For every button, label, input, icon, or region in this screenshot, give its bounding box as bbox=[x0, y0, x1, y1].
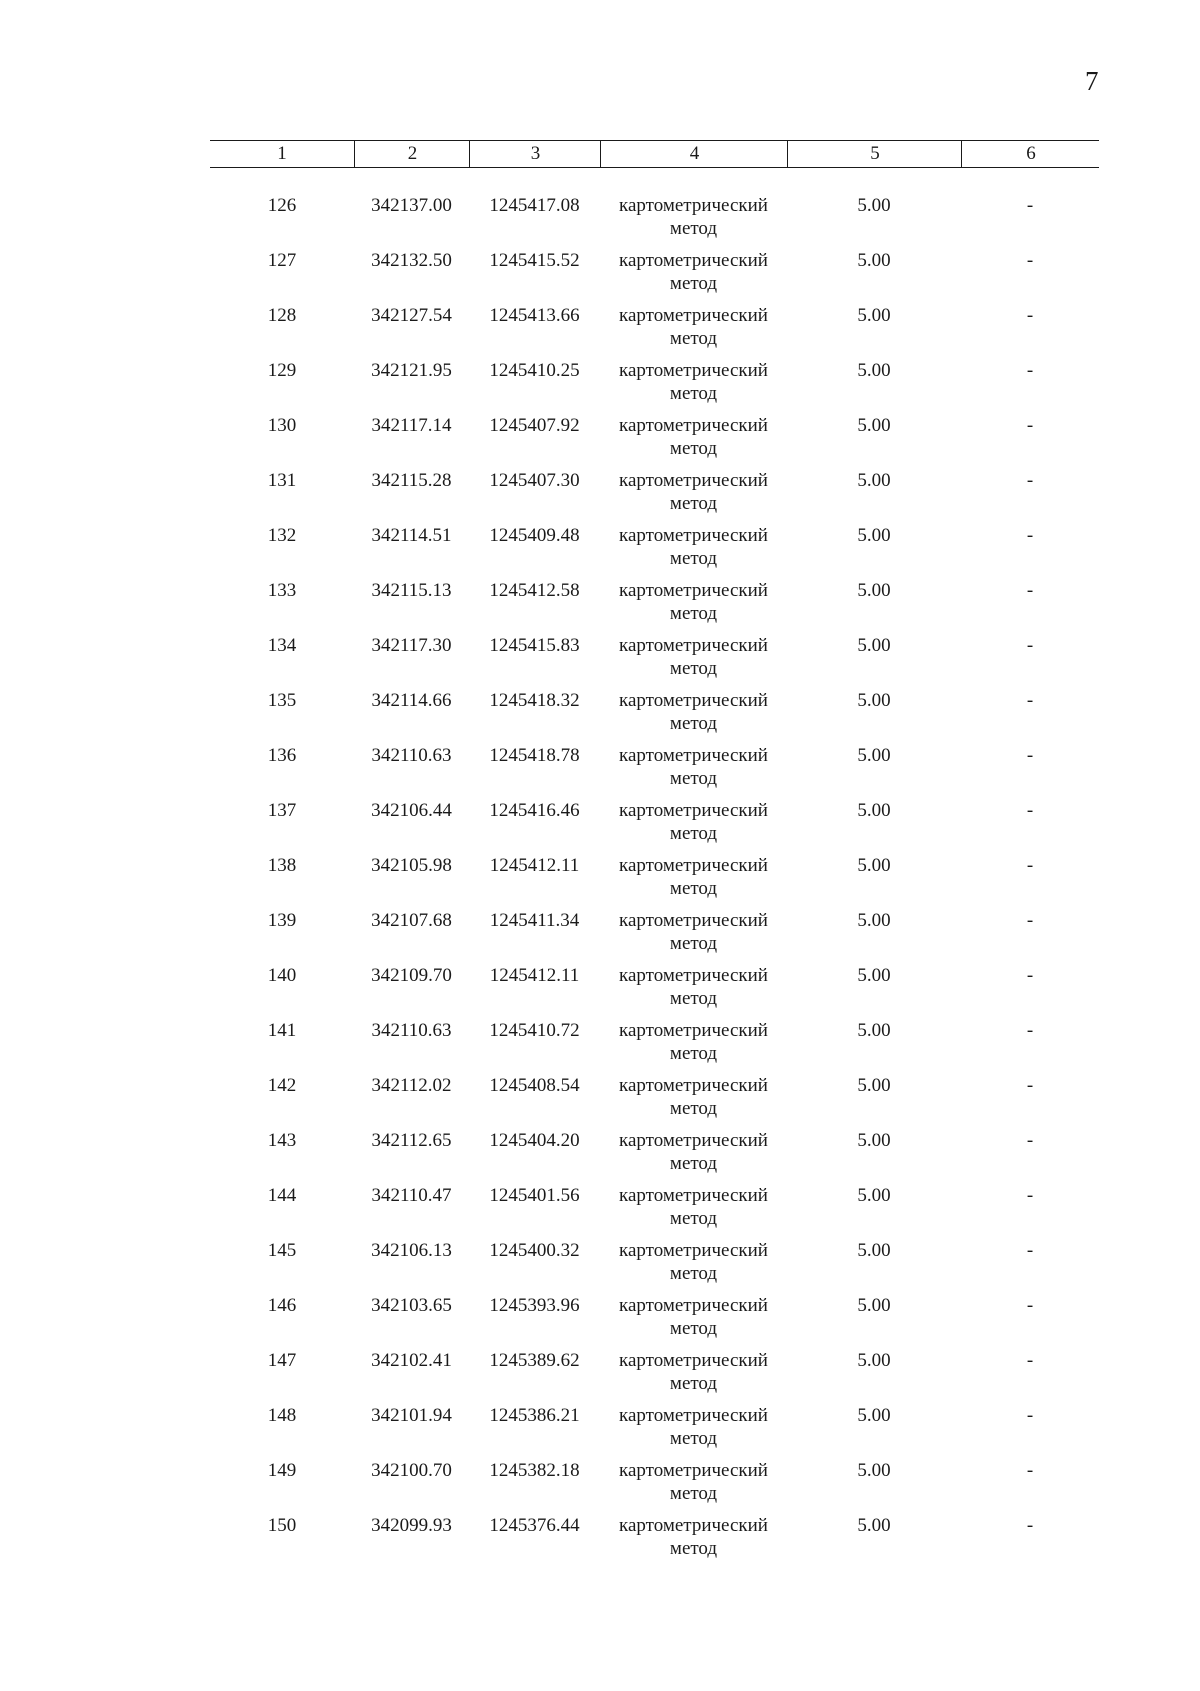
y-coordinate: 1245410.72 bbox=[489, 1020, 580, 1041]
x-coordinate: 342107.68 bbox=[371, 910, 452, 931]
table-row bbox=[210, 744, 1099, 799]
x-coordinate: 342115.28 bbox=[371, 470, 452, 491]
x-coordinate: 342105.98 bbox=[371, 855, 452, 876]
x-coordinate: 342110.47 bbox=[371, 1185, 452, 1206]
accuracy-value: 5.00 bbox=[857, 635, 891, 656]
y-coordinate: 1245412.11 bbox=[489, 965, 580, 986]
method-line-1: картометрический bbox=[619, 305, 768, 326]
table-row bbox=[210, 1184, 1099, 1239]
method-line-2: метод bbox=[669, 658, 718, 679]
table-row bbox=[210, 1129, 1099, 1184]
description-value: - bbox=[1026, 1515, 1034, 1536]
determination-method bbox=[600, 1019, 787, 1065]
description-value: - bbox=[1026, 305, 1034, 326]
y-coordinate: 1245401.56 bbox=[489, 1185, 580, 1206]
table-row bbox=[210, 194, 1099, 249]
accuracy-value: 5.00 bbox=[857, 910, 891, 931]
determination-method bbox=[600, 249, 787, 295]
y-coordinate: 1245410.25 bbox=[489, 360, 580, 381]
table-row bbox=[210, 1294, 1099, 1349]
method-line-2: метод bbox=[669, 383, 718, 404]
x-coordinate: 342101.94 bbox=[371, 1405, 452, 1426]
accuracy-value: 5.00 bbox=[857, 415, 891, 436]
y-coordinate: 1245418.78 bbox=[489, 745, 580, 766]
point-number: 144 bbox=[267, 1185, 297, 1206]
y-coordinate: 1245407.30 bbox=[489, 470, 580, 491]
point-number: 129 bbox=[267, 360, 297, 381]
header-col-6: 6 bbox=[961, 141, 1100, 167]
point-number: 143 bbox=[267, 1130, 297, 1151]
description-value: - bbox=[1026, 1020, 1034, 1041]
header-col-5: 5 bbox=[787, 141, 962, 167]
point-number: 133 bbox=[267, 580, 297, 601]
table-row bbox=[210, 524, 1099, 579]
y-coordinate: 1245389.62 bbox=[489, 1350, 580, 1371]
x-coordinate: 342114.66 bbox=[371, 690, 452, 711]
method-line-2: метод bbox=[669, 1428, 718, 1449]
method-line-2: метод bbox=[669, 713, 718, 734]
y-coordinate: 1245376.44 bbox=[489, 1515, 580, 1536]
description-value: - bbox=[1026, 1240, 1034, 1261]
determination-method bbox=[600, 689, 787, 735]
description-value: - bbox=[1026, 1350, 1034, 1371]
table-row bbox=[210, 854, 1099, 909]
method-line-1: картометрический bbox=[619, 1020, 768, 1041]
y-coordinate: 1245415.83 bbox=[489, 635, 580, 656]
point-number: 139 bbox=[267, 910, 297, 931]
y-coordinate: 1245412.58 bbox=[489, 580, 580, 601]
table-row bbox=[210, 964, 1099, 1019]
point-number: 147 bbox=[267, 1350, 297, 1371]
table-row bbox=[210, 359, 1099, 414]
method-line-2: метод bbox=[669, 1153, 718, 1174]
accuracy-value: 5.00 bbox=[857, 470, 891, 491]
determination-method bbox=[600, 1294, 787, 1340]
description-value: - bbox=[1026, 415, 1034, 436]
method-line-1: картометрический bbox=[619, 415, 768, 436]
header-col-4: 4 bbox=[600, 141, 788, 167]
method-line-2: метод bbox=[669, 273, 718, 294]
point-number: 138 bbox=[267, 855, 297, 876]
table-row bbox=[210, 1404, 1099, 1459]
description-value: - bbox=[1026, 1075, 1034, 1096]
method-line-2: метод bbox=[669, 218, 718, 239]
table-row bbox=[210, 799, 1099, 854]
x-coordinate: 342106.13 bbox=[371, 1240, 452, 1261]
accuracy-value: 5.00 bbox=[857, 745, 891, 766]
point-number: 126 bbox=[267, 195, 297, 216]
method-line-2: метод bbox=[669, 768, 718, 789]
x-coordinate: 342132.50 bbox=[371, 250, 452, 271]
accuracy-value: 5.00 bbox=[857, 525, 891, 546]
table-row bbox=[210, 414, 1099, 469]
accuracy-value: 5.00 bbox=[857, 305, 891, 326]
x-coordinate: 342109.70 bbox=[371, 965, 452, 986]
accuracy-value: 5.00 bbox=[857, 690, 891, 711]
accuracy-value: 5.00 bbox=[857, 1020, 891, 1041]
x-coordinate: 342114.51 bbox=[371, 525, 452, 546]
description-value: - bbox=[1026, 1405, 1034, 1426]
table-row bbox=[210, 634, 1099, 689]
description-value: - bbox=[1026, 580, 1034, 601]
y-coordinate: 1245412.11 bbox=[489, 855, 580, 876]
determination-method bbox=[600, 194, 787, 240]
determination-method bbox=[600, 359, 787, 405]
table-row bbox=[210, 249, 1099, 304]
determination-method bbox=[600, 744, 787, 790]
header-col-3: 3 bbox=[469, 141, 601, 167]
method-line-2: метод bbox=[669, 1373, 718, 1394]
determination-method bbox=[600, 524, 787, 570]
method-line-1: картометрический bbox=[619, 580, 768, 601]
method-line-1: картометрический bbox=[619, 745, 768, 766]
method-line-2: метод bbox=[669, 1098, 718, 1119]
accuracy-value: 5.00 bbox=[857, 1350, 891, 1371]
point-number: 150 bbox=[267, 1515, 297, 1536]
determination-method bbox=[600, 1184, 787, 1230]
table-row bbox=[210, 689, 1099, 744]
method-line-1: картометрический bbox=[619, 965, 768, 986]
accuracy-value: 5.00 bbox=[857, 580, 891, 601]
determination-method bbox=[600, 304, 787, 350]
accuracy-value: 5.00 bbox=[857, 1075, 891, 1096]
table-body bbox=[210, 194, 1099, 1569]
determination-method bbox=[600, 1404, 787, 1450]
y-coordinate: 1245415.52 bbox=[489, 250, 580, 271]
method-line-2: метод bbox=[669, 1263, 718, 1284]
x-coordinate: 342106.44 bbox=[371, 800, 452, 821]
method-line-2: метод bbox=[669, 1043, 718, 1064]
accuracy-value: 5.00 bbox=[857, 360, 891, 381]
table-row bbox=[210, 1514, 1099, 1569]
point-number: 146 bbox=[267, 1295, 297, 1316]
description-value: - bbox=[1026, 965, 1034, 986]
method-line-1: картометрический bbox=[619, 1460, 768, 1481]
y-coordinate: 1245404.20 bbox=[489, 1130, 580, 1151]
determination-method bbox=[600, 469, 787, 515]
point-number: 140 bbox=[267, 965, 297, 986]
x-coordinate: 342137.00 bbox=[371, 195, 452, 216]
determination-method bbox=[600, 1459, 787, 1505]
point-number: 131 bbox=[267, 470, 297, 491]
y-coordinate: 1245409.48 bbox=[489, 525, 580, 546]
y-coordinate: 1245417.08 bbox=[489, 195, 580, 216]
description-value: - bbox=[1026, 800, 1034, 821]
description-value: - bbox=[1026, 195, 1034, 216]
point-number: 142 bbox=[267, 1075, 297, 1096]
header-col-1: 1 bbox=[277, 143, 287, 164]
method-line-2: метод bbox=[669, 933, 718, 954]
method-line-1: картометрический bbox=[619, 910, 768, 931]
method-line-2: метод bbox=[669, 1483, 718, 1504]
method-line-2: метод bbox=[669, 1318, 718, 1339]
determination-method bbox=[600, 799, 787, 845]
point-number: 130 bbox=[267, 415, 297, 436]
description-value: - bbox=[1026, 1295, 1034, 1316]
y-coordinate: 1245393.96 bbox=[489, 1295, 580, 1316]
y-coordinate: 1245411.34 bbox=[489, 910, 580, 931]
x-coordinate: 342112.65 bbox=[371, 1130, 452, 1151]
determination-method bbox=[600, 1514, 787, 1560]
method-line-1: картометрический bbox=[619, 1075, 768, 1096]
description-value: - bbox=[1026, 1130, 1034, 1151]
point-number: 128 bbox=[267, 305, 297, 326]
description-value: - bbox=[1026, 1185, 1034, 1206]
determination-method bbox=[600, 1129, 787, 1175]
description-value: - bbox=[1026, 250, 1034, 271]
method-line-2: метод bbox=[669, 1538, 718, 1559]
method-line-2: метод bbox=[669, 1208, 718, 1229]
method-line-2: метод bbox=[669, 878, 718, 899]
accuracy-value: 5.00 bbox=[857, 855, 891, 876]
table-row bbox=[210, 1239, 1099, 1294]
accuracy-value: 5.00 bbox=[857, 1405, 891, 1426]
table-row bbox=[210, 304, 1099, 359]
point-number: 137 bbox=[267, 800, 297, 821]
determination-method bbox=[600, 964, 787, 1010]
description-value: - bbox=[1026, 470, 1034, 491]
point-number: 132 bbox=[267, 525, 297, 546]
method-line-1: картометрический bbox=[619, 800, 768, 821]
accuracy-value: 5.00 bbox=[857, 250, 891, 271]
determination-method bbox=[600, 579, 787, 625]
method-line-1: картометрический bbox=[619, 1350, 768, 1371]
method-line-1: картометрический bbox=[619, 195, 768, 216]
table-row bbox=[210, 1459, 1099, 1514]
determination-method bbox=[600, 414, 787, 460]
point-number: 141 bbox=[267, 1020, 297, 1041]
point-number: 145 bbox=[267, 1240, 297, 1261]
method-line-1: картометрический bbox=[619, 1240, 768, 1261]
determination-method bbox=[600, 909, 787, 955]
method-line-2: метод bbox=[669, 438, 718, 459]
method-line-1: картометрический bbox=[619, 690, 768, 711]
y-coordinate: 1245408.54 bbox=[489, 1075, 580, 1096]
x-coordinate: 342103.65 bbox=[371, 1295, 452, 1316]
method-line-1: картометрический bbox=[619, 470, 768, 491]
method-line-2: метод bbox=[669, 328, 718, 349]
description-value: - bbox=[1026, 525, 1034, 546]
description-value: - bbox=[1026, 910, 1034, 931]
determination-method bbox=[600, 1239, 787, 1285]
x-coordinate: 342117.14 bbox=[371, 415, 452, 436]
y-coordinate: 1245386.21 bbox=[489, 1405, 580, 1426]
table-row bbox=[210, 1019, 1099, 1074]
accuracy-value: 5.00 bbox=[857, 800, 891, 821]
method-line-2: метод bbox=[669, 988, 718, 1009]
point-number: 149 bbox=[267, 1460, 297, 1481]
y-coordinate: 1245418.32 bbox=[489, 690, 580, 711]
accuracy-value: 5.00 bbox=[857, 1460, 891, 1481]
description-value: - bbox=[1026, 1460, 1034, 1481]
accuracy-value: 5.00 bbox=[857, 1295, 891, 1316]
x-coordinate: 342100.70 bbox=[371, 1460, 452, 1481]
method-line-1: картометрический bbox=[619, 1185, 768, 1206]
table-row bbox=[210, 909, 1099, 964]
y-coordinate: 1245413.66 bbox=[489, 305, 580, 326]
y-coordinate: 1245416.46 bbox=[489, 800, 580, 821]
method-line-1: картометрический bbox=[619, 525, 768, 546]
method-line-2: метод bbox=[669, 493, 718, 514]
y-coordinate: 1245407.92 bbox=[489, 415, 580, 436]
accuracy-value: 5.00 bbox=[857, 1515, 891, 1536]
x-coordinate: 342115.13 bbox=[371, 580, 452, 601]
y-coordinate: 1245382.18 bbox=[489, 1460, 580, 1481]
method-line-1: картометрический bbox=[619, 1130, 768, 1151]
x-coordinate: 342102.41 bbox=[371, 1350, 452, 1371]
table-row bbox=[210, 579, 1099, 634]
method-line-2: метод bbox=[669, 823, 718, 844]
point-number: 135 bbox=[267, 690, 297, 711]
determination-method bbox=[600, 1349, 787, 1395]
x-coordinate: 342127.54 bbox=[371, 305, 452, 326]
table-row bbox=[210, 469, 1099, 524]
point-number: 136 bbox=[267, 745, 297, 766]
description-value: - bbox=[1026, 360, 1034, 381]
description-value: - bbox=[1026, 635, 1034, 656]
x-coordinate: 342117.30 bbox=[371, 635, 452, 656]
table-row bbox=[210, 1349, 1099, 1404]
point-number: 148 bbox=[267, 1405, 297, 1426]
point-number: 134 bbox=[267, 635, 297, 656]
x-coordinate: 342110.63 bbox=[371, 1020, 452, 1041]
header-col-2: 2 bbox=[354, 141, 470, 167]
page-number: 7 bbox=[1085, 66, 1099, 96]
method-line-1: картометрический bbox=[619, 1515, 768, 1536]
method-line-1: картометрический bbox=[619, 635, 768, 656]
table-header bbox=[210, 140, 1099, 168]
description-value: - bbox=[1026, 745, 1034, 766]
method-line-1: картометрический bbox=[619, 360, 768, 381]
point-number: 127 bbox=[267, 250, 297, 271]
description-value: - bbox=[1026, 855, 1034, 876]
method-line-1: картометрический bbox=[619, 250, 768, 271]
y-coordinate: 1245400.32 bbox=[489, 1240, 580, 1261]
method-line-1: картометрический bbox=[619, 855, 768, 876]
accuracy-value: 5.00 bbox=[857, 1130, 891, 1151]
method-line-1: картометрический bbox=[619, 1405, 768, 1426]
x-coordinate: 342121.95 bbox=[371, 360, 452, 381]
determination-method bbox=[600, 854, 787, 900]
accuracy-value: 5.00 bbox=[857, 1240, 891, 1261]
method-line-2: метод bbox=[669, 548, 718, 569]
method-line-1: картометрический bbox=[619, 1295, 768, 1316]
determination-method bbox=[600, 1074, 787, 1120]
table-row bbox=[210, 1074, 1099, 1129]
x-coordinate: 342099.93 bbox=[371, 1515, 452, 1536]
accuracy-value: 5.00 bbox=[857, 1185, 891, 1206]
determination-method bbox=[600, 634, 787, 680]
method-line-2: метод bbox=[669, 603, 718, 624]
accuracy-value: 5.00 bbox=[857, 195, 891, 216]
x-coordinate: 342110.63 bbox=[371, 745, 452, 766]
description-value: - bbox=[1026, 690, 1034, 711]
x-coordinate: 342112.02 bbox=[371, 1075, 452, 1096]
accuracy-value: 5.00 bbox=[857, 965, 891, 986]
